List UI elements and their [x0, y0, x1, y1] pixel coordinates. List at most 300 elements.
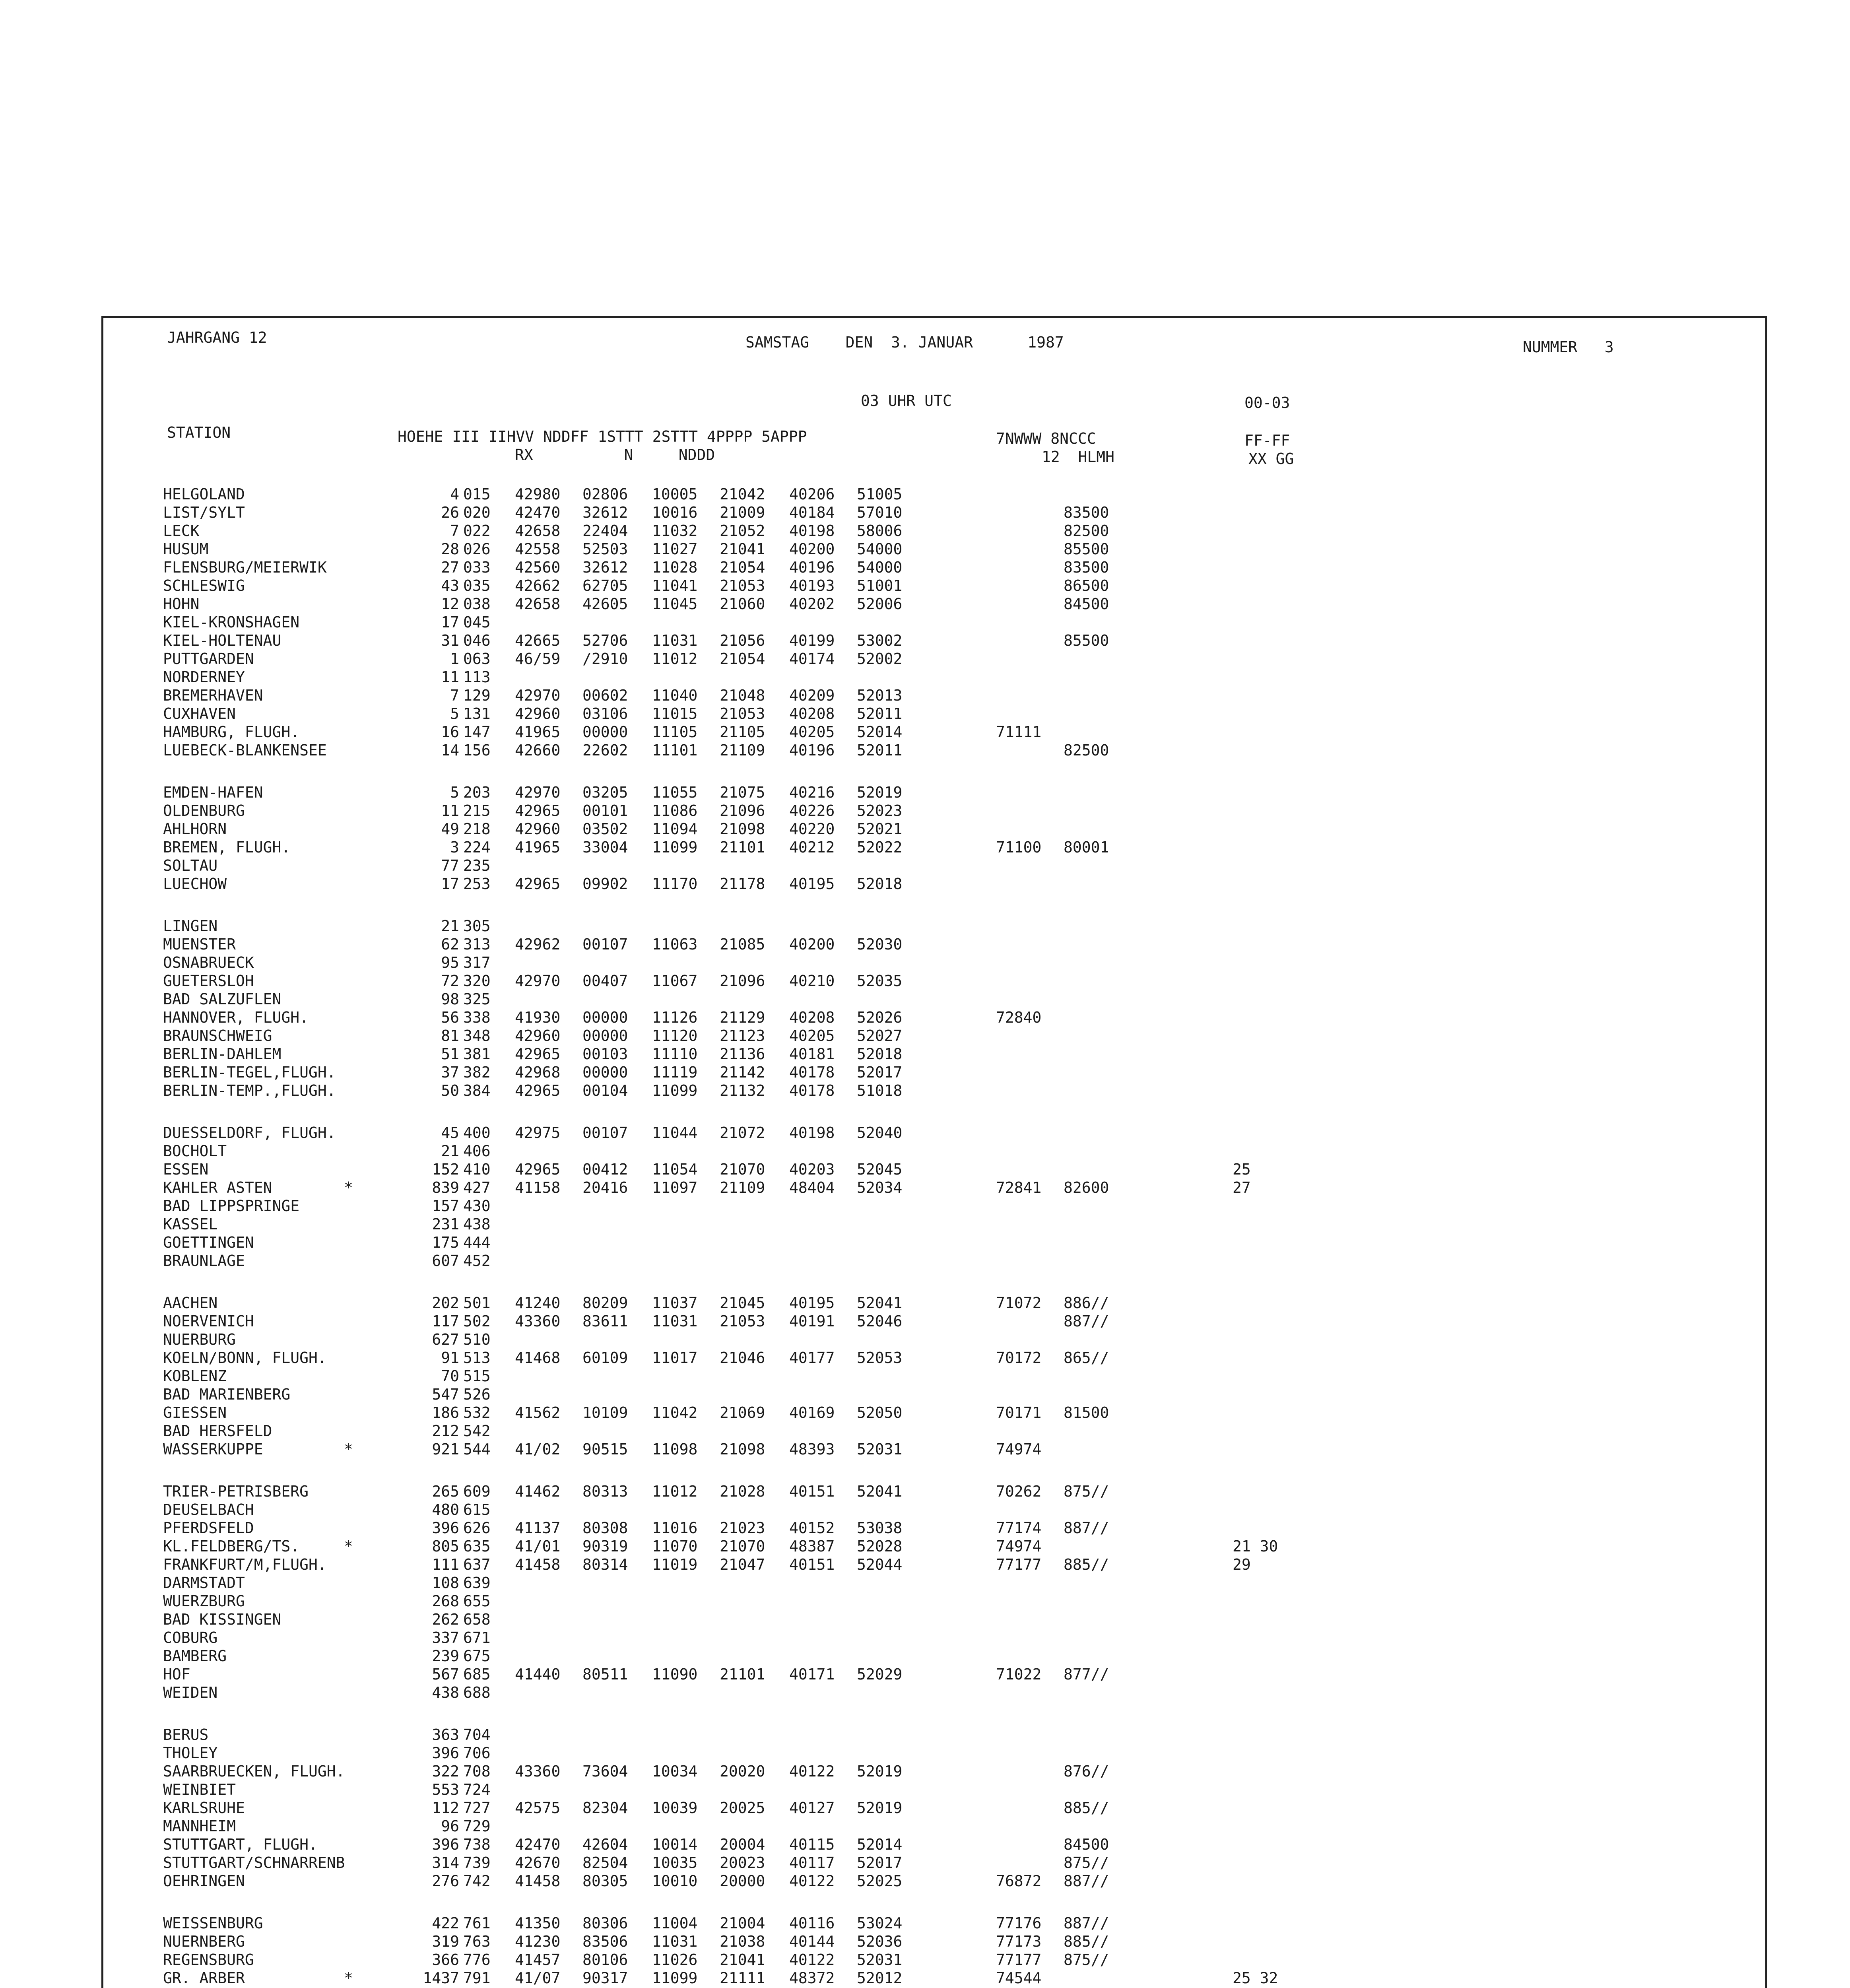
cell-nddff: 73604	[582, 1763, 628, 1780]
cell-2sttt: 21053	[720, 577, 765, 594]
cell-1sttt: 11054	[652, 1161, 698, 1178]
cell-nddff: 80306	[582, 1914, 628, 1932]
cell-ff: 25 32	[1233, 1969, 1278, 1987]
station-name: WASSERKUPPE	[163, 1441, 263, 1458]
cell-hoehe: 70	[441, 1367, 459, 1385]
station-name: REGENSBURG	[163, 1951, 254, 1969]
column-header-weather-sub: 12 HLMH	[1042, 448, 1115, 466]
cell-hoehe: 805	[432, 1538, 459, 1555]
station-name: AACHEN	[163, 1294, 218, 1312]
cell-hoehe: 14	[441, 742, 459, 759]
cell-8nccc: 85500	[1064, 632, 1109, 649]
cell-hoehe: 319	[432, 1933, 459, 1950]
cell-2sttt: 21042	[720, 485, 765, 503]
cell-nddff: 83506	[582, 1933, 628, 1950]
cell-hoehe: 21	[441, 1142, 459, 1160]
cell-iii: 147	[463, 723, 491, 741]
cell-8nccc: 885//	[1064, 1556, 1109, 1573]
cell-5appp: 52027	[857, 1027, 903, 1044]
cell-nddff: 42604	[582, 1836, 628, 1853]
cell-1sttt: 10039	[652, 1799, 698, 1817]
cell-8nccc: 875//	[1064, 1951, 1109, 1969]
cell-2sttt: 21098	[720, 820, 765, 838]
cell-iihvv: 41930	[515, 1009, 561, 1026]
cell-nddff: 80305	[582, 1872, 628, 1890]
cell-1sttt: 10016	[652, 504, 698, 521]
cell-7nwww: 70172	[996, 1349, 1042, 1367]
cell-2sttt: 21060	[720, 595, 765, 613]
cell-iihvv: 42968	[515, 1064, 561, 1081]
station-name: GUETERSLOH	[163, 972, 254, 990]
station-name: GOETTINGEN	[163, 1234, 254, 1251]
cell-iihvv: 41350	[515, 1914, 561, 1932]
cell-hoehe: 117	[432, 1312, 459, 1330]
cell-1sttt: 11019	[652, 1556, 698, 1573]
cell-iihvv: 41/02	[515, 1441, 561, 1458]
cell-4pppp: 40178	[789, 1064, 835, 1081]
cell-8nccc: 84500	[1064, 595, 1109, 613]
cell-4pppp: 40198	[789, 1124, 835, 1142]
cell-4pppp: 40216	[789, 784, 835, 801]
station-name: BAD LIPPSPRINGE	[163, 1197, 300, 1215]
cell-iii: 626	[463, 1519, 491, 1537]
cell-4pppp: 40195	[789, 875, 835, 893]
station-name: BAMBERG	[163, 1647, 227, 1665]
cell-7nwww: 77174	[996, 1519, 1042, 1537]
cell-1sttt: 11031	[652, 1312, 698, 1330]
cell-iii: 502	[463, 1312, 491, 1330]
cell-nddff: 83611	[582, 1312, 628, 1330]
cell-7nwww: 77177	[996, 1951, 1042, 1969]
cell-hoehe: 45	[441, 1124, 459, 1142]
station-name: SCHLESWIG	[163, 577, 245, 594]
cell-4pppp: 40209	[789, 687, 835, 704]
cell-4pppp: 40144	[789, 1933, 835, 1950]
cell-1sttt: 11015	[652, 705, 698, 722]
cell-hoehe: 112	[432, 1799, 459, 1817]
cell-7nwww: 72840	[996, 1009, 1042, 1026]
station-name: BERLIN-DAHLEM	[163, 1045, 281, 1063]
cell-nddff: 32612	[582, 559, 628, 576]
cell-hoehe: 363	[432, 1726, 459, 1743]
cell-2sttt: 21045	[720, 1294, 765, 1312]
cell-nddff: 00412	[582, 1161, 628, 1178]
cell-iihvv: 42470	[515, 1836, 561, 1853]
cell-hoehe: 28	[441, 540, 459, 558]
cell-iii: 727	[463, 1799, 491, 1817]
cell-iihvv: 42975	[515, 1124, 561, 1142]
cell-iii: 763	[463, 1933, 491, 1950]
station-name: NOERVENICH	[163, 1312, 254, 1330]
cell-hoehe: 157	[432, 1197, 459, 1215]
cell-nddff: 52503	[582, 540, 628, 558]
cell-iihvv: 42965	[515, 1082, 561, 1099]
cell-7nwww: 76872	[996, 1872, 1042, 1890]
cell-1sttt: 11086	[652, 802, 698, 819]
cell-1sttt: 11044	[652, 1124, 698, 1142]
cell-iii: 671	[463, 1629, 491, 1646]
cell-hoehe: 43	[441, 577, 459, 594]
cell-2sttt: 21109	[720, 1179, 765, 1196]
cell-4pppp: 40203	[789, 1161, 835, 1178]
cell-hoehe: 265	[432, 1483, 459, 1500]
cell-5appp: 52025	[857, 1872, 903, 1890]
station-name: OLDENBURG	[163, 802, 245, 819]
cell-5appp: 51005	[857, 485, 903, 503]
cell-5appp: 52011	[857, 742, 903, 759]
cell-8nccc: 86500	[1064, 577, 1109, 594]
cell-4pppp: 40152	[789, 1519, 835, 1537]
cell-2sttt: 21111	[720, 1969, 765, 1987]
cell-5appp: 52002	[857, 650, 903, 668]
cell-iihvv: 41462	[515, 1483, 561, 1500]
cell-4pppp: 40122	[789, 1951, 835, 1969]
cell-4pppp: 40193	[789, 577, 835, 594]
cell-iii: 742	[463, 1872, 491, 1890]
station-name: BAD HERSFELD	[163, 1422, 272, 1440]
cell-iii: 706	[463, 1744, 491, 1762]
cell-4pppp: 40184	[789, 504, 835, 521]
station-name: CUXHAVEN	[163, 705, 236, 722]
cell-ff: 25	[1233, 1161, 1251, 1178]
cell-8nccc: 877//	[1064, 1666, 1109, 1683]
cell-1sttt: 11031	[652, 632, 698, 649]
cell-7nwww: 77173	[996, 1933, 1042, 1950]
column-header-wind: FF-FF	[1244, 432, 1290, 449]
cell-1sttt: 11126	[652, 1009, 698, 1026]
cell-iihvv: 42960	[515, 820, 561, 838]
cell-2sttt: 21054	[720, 559, 765, 576]
cell-hoehe: 77	[441, 857, 459, 874]
cell-iii: 129	[463, 687, 491, 704]
cell-2sttt: 21053	[720, 705, 765, 722]
cell-5appp: 52019	[857, 1763, 903, 1780]
cell-5appp: 52053	[857, 1349, 903, 1367]
cell-7nwww: 74974	[996, 1441, 1042, 1458]
cell-iii: 131	[463, 705, 491, 722]
cell-1sttt: 11170	[652, 875, 698, 893]
cell-hoehe: 62	[441, 936, 459, 953]
cell-iii: 639	[463, 1574, 491, 1592]
cell-1sttt: 11037	[652, 1294, 698, 1312]
cell-hoehe: 72	[441, 972, 459, 990]
cell-hoehe: 17	[441, 875, 459, 893]
station-name: BAD KISSINGEN	[163, 1611, 281, 1628]
cell-2sttt: 21028	[720, 1483, 765, 1500]
station-name: KOBLENZ	[163, 1367, 227, 1385]
cell-nddff: 80308	[582, 1519, 628, 1537]
cell-hoehe: 422	[432, 1914, 459, 1932]
cell-5appp: 52006	[857, 595, 903, 613]
cell-iii: 544	[463, 1441, 491, 1458]
cell-4pppp: 40196	[789, 559, 835, 576]
cell-2sttt: 21101	[720, 839, 765, 856]
station-name: SOLTAU	[163, 857, 218, 874]
cell-2sttt: 21054	[720, 650, 765, 668]
cell-iihvv: 41965	[515, 839, 561, 856]
cell-2sttt: 21136	[720, 1045, 765, 1063]
cell-1sttt: 10035	[652, 1854, 698, 1872]
cell-2sttt: 21023	[720, 1519, 765, 1537]
cell-7nwww: 77176	[996, 1914, 1042, 1932]
cell-1sttt: 11004	[652, 1914, 698, 1932]
mountain-station-marker: *	[344, 1441, 353, 1458]
station-name: BRAUNLAGE	[163, 1252, 245, 1270]
station-name: GR. ARBER	[163, 1969, 245, 1987]
station-name: STUTTGART, FLUGH.	[163, 1836, 318, 1853]
cell-hoehe: 438	[432, 1684, 459, 1701]
station-name: HELGOLAND	[163, 485, 245, 503]
cell-nddff: 80313	[582, 1483, 628, 1500]
cell-iii: 156	[463, 742, 491, 759]
cell-5appp: 52013	[857, 687, 903, 704]
cell-hoehe: 11	[441, 802, 459, 819]
cell-5appp: 52045	[857, 1161, 903, 1178]
cell-iii: 022	[463, 522, 491, 540]
cell-iii: 113	[463, 668, 491, 686]
station-name: COBURG	[163, 1629, 218, 1646]
cell-1sttt: 11040	[652, 687, 698, 704]
cell-4pppp: 40212	[789, 839, 835, 856]
cell-1sttt: 11120	[652, 1027, 698, 1044]
cell-1sttt: 11055	[652, 784, 698, 801]
cell-nddff: 82304	[582, 1799, 628, 1817]
cell-hoehe: 81	[441, 1027, 459, 1044]
cell-hoehe: 396	[432, 1836, 459, 1853]
cell-2sttt: 20025	[720, 1799, 765, 1817]
cell-4pppp: 40169	[789, 1404, 835, 1421]
cell-5appp: 52034	[857, 1179, 903, 1196]
observation-time-right: 00-03	[1244, 394, 1290, 412]
cell-iihvv: 41457	[515, 1951, 561, 1969]
cell-1sttt: 11099	[652, 839, 698, 856]
cell-hoehe: 95	[441, 954, 459, 971]
cell-nddff: 00407	[582, 972, 628, 990]
cell-5appp: 52014	[857, 1836, 903, 1853]
cell-5appp: 53002	[857, 632, 903, 649]
cell-iii: 313	[463, 936, 491, 953]
cell-4pppp: 40171	[789, 1666, 835, 1683]
cell-4pppp: 40208	[789, 1009, 835, 1026]
cell-1sttt: 11101	[652, 742, 698, 759]
mountain-station-marker: *	[344, 1538, 353, 1555]
cell-5appp: 52021	[857, 820, 903, 838]
station-name: BOCHOLT	[163, 1142, 227, 1160]
station-name: HOF	[163, 1666, 190, 1683]
cell-nddff: 09902	[582, 875, 628, 893]
cell-5appp: 52036	[857, 1933, 903, 1950]
cell-iihvv: 41458	[515, 1872, 561, 1890]
cell-4pppp: 48393	[789, 1441, 835, 1458]
cell-iihvv: 42960	[515, 1027, 561, 1044]
cell-iii: 739	[463, 1854, 491, 1872]
station-name: FLENSBURG/MEIERWIK	[163, 559, 327, 576]
cell-1sttt: 11067	[652, 972, 698, 990]
station-name: HOHN	[163, 595, 200, 613]
cell-5appp: 52046	[857, 1312, 903, 1330]
station-name: STUTTGART/SCHNARRENB	[163, 1854, 345, 1872]
cell-4pppp: 40198	[789, 522, 835, 540]
cell-iii: 724	[463, 1781, 491, 1798]
cell-iihvv: 42662	[515, 577, 561, 594]
station-name: BREMERHAVEN	[163, 687, 263, 704]
cell-iii: 224	[463, 839, 491, 856]
cell-iihvv: 41562	[515, 1404, 561, 1421]
cell-hoehe: 50	[441, 1082, 459, 1099]
cell-iihvv: 41468	[515, 1349, 561, 1367]
cell-4pppp: 40191	[789, 1312, 835, 1330]
cell-4pppp: 40151	[789, 1556, 835, 1573]
cell-hoehe: 231	[432, 1215, 459, 1233]
cell-iii: 203	[463, 784, 491, 801]
cell-iii: 215	[463, 802, 491, 819]
cell-hoehe: 3	[450, 839, 459, 856]
cell-iii: 038	[463, 595, 491, 613]
cell-5appp: 52011	[857, 705, 903, 722]
cell-1sttt: 10005	[652, 485, 698, 503]
cell-2sttt: 21072	[720, 1124, 765, 1142]
cell-4pppp: 40200	[789, 936, 835, 953]
cell-nddff: 03106	[582, 705, 628, 722]
cell-2sttt: 20000	[720, 1872, 765, 1890]
cell-iihvv: 41/01	[515, 1538, 561, 1555]
cell-iihvv: 42575	[515, 1799, 561, 1817]
cell-7nwww: 71072	[996, 1294, 1042, 1312]
cell-1sttt: 11026	[652, 1951, 698, 1969]
cell-iihvv: 42665	[515, 632, 561, 649]
cell-nddff: /2910	[582, 650, 628, 668]
cell-2sttt: 21123	[720, 1027, 765, 1044]
cell-2sttt: 21109	[720, 742, 765, 759]
jahrgang-label: JAHRGANG 12	[167, 329, 267, 346]
station-name: TRIER-PETRISBERG	[163, 1483, 309, 1500]
cell-4pppp: 40117	[789, 1854, 835, 1872]
cell-nddff: 82504	[582, 1854, 628, 1872]
cell-hoehe: 4	[450, 485, 459, 503]
station-name: MANNHEIM	[163, 1817, 236, 1835]
cell-5appp: 57010	[857, 504, 903, 521]
cell-nddff: 03205	[582, 784, 628, 801]
cell-5appp: 52041	[857, 1294, 903, 1312]
cell-iii: 738	[463, 1836, 491, 1853]
cell-iihvv: 42660	[515, 742, 561, 759]
cell-hoehe: 839	[432, 1179, 459, 1196]
station-name: DARMSTADT	[163, 1574, 245, 1592]
station-name: NORDERNEY	[163, 668, 245, 686]
station-name: DEUSELBACH	[163, 1501, 254, 1518]
cell-nddff: 80314	[582, 1556, 628, 1573]
cell-iii: 320	[463, 972, 491, 990]
cell-hoehe: 98	[441, 990, 459, 1008]
cell-2sttt: 21056	[720, 632, 765, 649]
cell-hoehe: 212	[432, 1422, 459, 1440]
cell-iihvv: 41440	[515, 1666, 561, 1683]
cell-1sttt: 11097	[652, 1179, 698, 1196]
cell-5appp: 52030	[857, 936, 903, 953]
cell-iihvv: 42970	[515, 972, 561, 990]
station-name: MUENSTER	[163, 936, 236, 953]
cell-iii: 382	[463, 1064, 491, 1081]
cell-2sttt: 21041	[720, 1951, 765, 1969]
cell-1sttt: 11016	[652, 1519, 698, 1537]
cell-hoehe: 152	[432, 1161, 459, 1178]
cell-5appp: 54000	[857, 559, 903, 576]
cell-hoehe: 5	[450, 784, 459, 801]
cell-iii: 615	[463, 1501, 491, 1518]
cell-iii: 033	[463, 559, 491, 576]
cell-8nccc: 885//	[1064, 1799, 1109, 1817]
column-header-codes: HOEHE III IIHVV NDDFF 1STTT 2STTT 4PPPP 5APPP	[398, 428, 807, 445]
cell-1sttt: 10014	[652, 1836, 698, 1853]
station-name: EMDEN-HAFEN	[163, 784, 263, 801]
cell-4pppp: 40205	[789, 1027, 835, 1044]
station-name: BERLIN-TEMP.,FLUGH.	[163, 1082, 336, 1099]
cell-8nccc: 887//	[1064, 1312, 1109, 1330]
cell-hoehe: 186	[432, 1404, 459, 1421]
cell-hoehe: 921	[432, 1441, 459, 1458]
cell-hoehe: 202	[432, 1294, 459, 1312]
station-name: BERLIN-TEGEL,FLUGH.	[163, 1064, 336, 1081]
cell-1sttt: 11028	[652, 559, 698, 576]
cell-hoehe: 17	[441, 613, 459, 631]
cell-iihvv: 42658	[515, 595, 561, 613]
cell-2sttt: 20020	[720, 1763, 765, 1780]
cell-2sttt: 21009	[720, 504, 765, 521]
cell-hoehe: 7	[450, 687, 459, 704]
cell-iii: 317	[463, 954, 491, 971]
cell-iihvv: 42970	[515, 784, 561, 801]
cell-4pppp: 40226	[789, 802, 835, 819]
cell-hoehe: 268	[432, 1592, 459, 1610]
cell-8nccc: 82500	[1064, 742, 1109, 759]
cell-1sttt: 11094	[652, 820, 698, 838]
cell-2sttt: 21105	[720, 723, 765, 741]
cell-2sttt: 21041	[720, 540, 765, 558]
cell-4pppp: 40202	[789, 595, 835, 613]
cell-nddff: 32612	[582, 504, 628, 521]
cell-iii: 526	[463, 1386, 491, 1403]
cell-2sttt: 21004	[720, 1914, 765, 1932]
station-name: WEIDEN	[163, 1684, 218, 1701]
cell-4pppp: 40199	[789, 632, 835, 649]
cell-hoehe: 547	[432, 1386, 459, 1403]
station-name: BERUS	[163, 1726, 209, 1743]
cell-8nccc: 82500	[1064, 522, 1109, 540]
cell-iii: 063	[463, 650, 491, 668]
cell-5appp: 52040	[857, 1124, 903, 1142]
cell-hoehe: 607	[432, 1252, 459, 1270]
cell-5appp: 52050	[857, 1404, 903, 1421]
cell-iii: 348	[463, 1027, 491, 1044]
cell-8nccc: 865//	[1064, 1349, 1109, 1367]
station-name: LUEBECK-BLANKENSEE	[163, 742, 327, 759]
cell-4pppp: 40208	[789, 705, 835, 722]
cell-2sttt: 21178	[720, 875, 765, 893]
cell-nddff: 80106	[582, 1951, 628, 1969]
cell-nddff: 52706	[582, 632, 628, 649]
cell-iihvv: 43360	[515, 1312, 561, 1330]
station-name: NUERBURG	[163, 1331, 236, 1348]
cell-hoehe: 239	[432, 1647, 459, 1665]
station-name: WEISSENBURG	[163, 1914, 263, 1932]
cell-iihvv: 41965	[515, 723, 561, 741]
cell-hoehe: 5	[450, 705, 459, 722]
cell-hoehe: 7	[450, 522, 459, 540]
station-name: PUTTGARDEN	[163, 650, 254, 668]
cell-5appp: 52031	[857, 1951, 903, 1969]
cell-5appp: 52035	[857, 972, 903, 990]
cell-nddff: 22404	[582, 522, 628, 540]
